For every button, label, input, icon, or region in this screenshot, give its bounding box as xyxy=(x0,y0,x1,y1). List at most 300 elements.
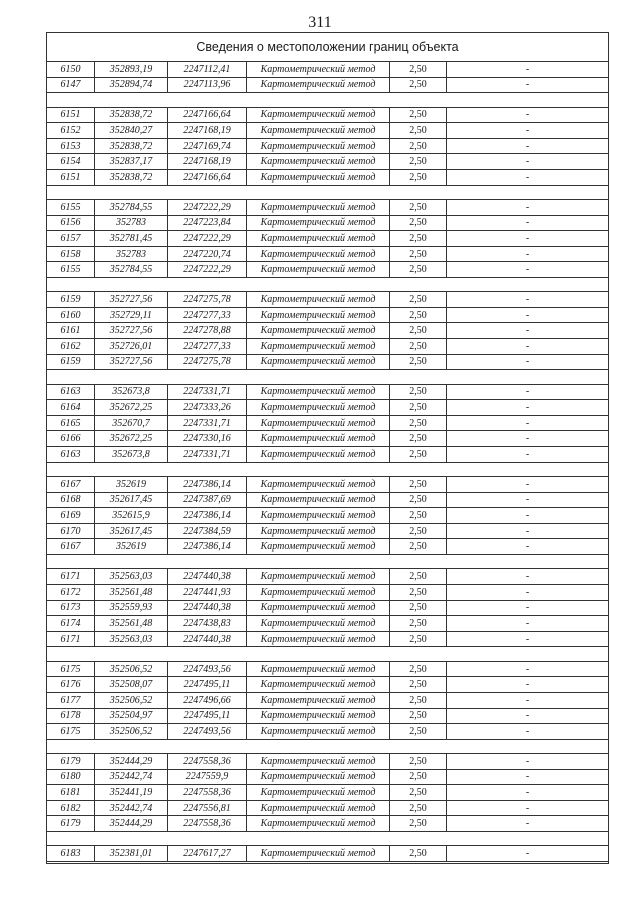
x-coordinate-cell: 352563,03 xyxy=(95,631,168,647)
x-coordinate-cell: 352838,72 xyxy=(95,138,168,154)
method-cell: Картометрический метод xyxy=(247,508,390,524)
x-coordinate-cell: 352783 xyxy=(95,215,168,231)
y-coordinate-cell: 2247223,84 xyxy=(168,215,247,231)
description-cell: - xyxy=(447,123,609,139)
x-coordinate-cell: 352561,48 xyxy=(95,584,168,600)
point-number-cell: 6176 xyxy=(47,677,95,693)
coordinates-table-body xyxy=(47,62,608,862)
description-cell: - xyxy=(447,107,609,123)
table-row xyxy=(47,508,608,524)
separator-cell xyxy=(47,462,608,476)
description-cell: - xyxy=(447,600,609,616)
accuracy-cell: 2,50 xyxy=(390,800,447,816)
x-coordinate-cell: 352506,52 xyxy=(95,724,168,740)
x-coordinate-cell: 352444,29 xyxy=(95,754,168,770)
x-coordinate-cell: 352726,01 xyxy=(95,339,168,355)
description-cell: - xyxy=(447,354,609,370)
coordinates-table xyxy=(47,62,608,862)
y-coordinate-cell: 2247330,16 xyxy=(168,431,247,447)
table-row xyxy=(47,77,608,93)
x-coordinate-cell: 352381,01 xyxy=(95,846,168,862)
x-coordinate-cell: 352563,03 xyxy=(95,569,168,585)
point-number-cell: 6163 xyxy=(47,384,95,400)
description-cell: - xyxy=(447,631,609,647)
accuracy-cell: 2,50 xyxy=(390,415,447,431)
y-coordinate-cell: 2247112,41 xyxy=(168,62,247,77)
separator-cell xyxy=(47,93,608,107)
method-cell: Картометрический метод xyxy=(247,769,390,785)
x-coordinate-cell: 352444,29 xyxy=(95,816,168,832)
point-number-cell: 6150 xyxy=(47,62,95,77)
point-number-cell: 6155 xyxy=(47,199,95,215)
method-cell: Картометрический метод xyxy=(247,77,390,93)
point-number-cell: 6179 xyxy=(47,816,95,832)
method-cell: Картометрический метод xyxy=(247,523,390,539)
accuracy-cell: 2,50 xyxy=(390,616,447,632)
x-coordinate-cell: 352619 xyxy=(95,539,168,555)
accuracy-cell: 2,50 xyxy=(390,154,447,170)
accuracy-cell: 2,50 xyxy=(390,400,447,416)
accuracy-cell: 2,50 xyxy=(390,769,447,785)
table-row xyxy=(47,677,608,693)
point-number-cell: 6175 xyxy=(47,724,95,740)
point-number-cell: 6165 xyxy=(47,415,95,431)
group-separator xyxy=(47,832,608,846)
accuracy-cell: 2,50 xyxy=(390,354,447,370)
y-coordinate-cell: 2247113,96 xyxy=(168,77,247,93)
point-number-cell: 6171 xyxy=(47,631,95,647)
boundary-table xyxy=(46,32,609,864)
x-coordinate-cell: 352442,74 xyxy=(95,769,168,785)
x-coordinate-cell: 352727,56 xyxy=(95,323,168,339)
accuracy-cell: 2,50 xyxy=(390,816,447,832)
x-coordinate-cell: 352837,17 xyxy=(95,154,168,170)
method-cell: Картометрический метод xyxy=(247,323,390,339)
method-cell: Картометрический метод xyxy=(247,107,390,123)
accuracy-cell: 2,50 xyxy=(390,77,447,93)
description-cell: - xyxy=(447,77,609,93)
table-row xyxy=(47,492,608,508)
description-cell: - xyxy=(447,384,609,400)
point-number-cell: 6172 xyxy=(47,584,95,600)
description-cell: - xyxy=(447,292,609,308)
separator-cell xyxy=(47,739,608,753)
y-coordinate-cell: 2247559,9 xyxy=(168,769,247,785)
accuracy-cell: 2,50 xyxy=(390,447,447,463)
point-number-cell: 6168 xyxy=(47,492,95,508)
x-coordinate-cell: 352619 xyxy=(95,477,168,493)
x-coordinate-cell: 352504,97 xyxy=(95,708,168,724)
point-number-cell: 6179 xyxy=(47,754,95,770)
description-cell: - xyxy=(447,262,609,278)
y-coordinate-cell: 2247496,66 xyxy=(168,692,247,708)
group-separator xyxy=(47,647,608,661)
point-number-cell: 6178 xyxy=(47,708,95,724)
y-coordinate-cell: 2247495,11 xyxy=(168,677,247,693)
table-row xyxy=(47,138,608,154)
point-number-cell: 6166 xyxy=(47,431,95,447)
y-coordinate-cell: 2247440,38 xyxy=(168,569,247,585)
x-coordinate-cell: 352617,45 xyxy=(95,523,168,539)
y-coordinate-cell: 2247166,64 xyxy=(168,169,247,185)
description-cell: - xyxy=(447,584,609,600)
point-number-cell: 6156 xyxy=(47,215,95,231)
method-cell: Картометрический метод xyxy=(247,384,390,400)
accuracy-cell: 2,50 xyxy=(390,307,447,323)
y-coordinate-cell: 2247558,36 xyxy=(168,816,247,832)
y-coordinate-cell: 2247441,93 xyxy=(168,584,247,600)
table-row xyxy=(47,477,608,493)
method-cell: Картометрический метод xyxy=(247,477,390,493)
accuracy-cell: 2,50 xyxy=(390,600,447,616)
x-coordinate-cell: 352783 xyxy=(95,246,168,262)
table-row xyxy=(47,584,608,600)
description-cell: - xyxy=(447,154,609,170)
table-row xyxy=(47,785,608,801)
x-coordinate-cell: 352781,45 xyxy=(95,231,168,247)
accuracy-cell: 2,50 xyxy=(390,292,447,308)
accuracy-cell: 2,50 xyxy=(390,323,447,339)
table-row xyxy=(47,215,608,231)
group-separator xyxy=(47,462,608,476)
accuracy-cell: 2,50 xyxy=(390,123,447,139)
point-number-cell: 6153 xyxy=(47,138,95,154)
x-coordinate-cell: 352729,11 xyxy=(95,307,168,323)
accuracy-cell: 2,50 xyxy=(390,508,447,524)
x-coordinate-cell: 352838,72 xyxy=(95,169,168,185)
method-cell: Картометрический метод xyxy=(247,447,390,463)
y-coordinate-cell: 2247387,69 xyxy=(168,492,247,508)
description-cell: - xyxy=(447,431,609,447)
y-coordinate-cell: 2247440,38 xyxy=(168,600,247,616)
x-coordinate-cell: 352838,72 xyxy=(95,107,168,123)
y-coordinate-cell: 2247558,36 xyxy=(168,785,247,801)
group-separator xyxy=(47,185,608,199)
table-row xyxy=(47,661,608,677)
point-number-cell: 6175 xyxy=(47,661,95,677)
table-row xyxy=(47,262,608,278)
table-row xyxy=(47,231,608,247)
method-cell: Картометрический метод xyxy=(247,169,390,185)
table-row xyxy=(47,692,608,708)
point-number-cell: 6177 xyxy=(47,692,95,708)
description-cell: - xyxy=(447,323,609,339)
accuracy-cell: 2,50 xyxy=(390,231,447,247)
description-cell: - xyxy=(447,339,609,355)
table-row xyxy=(47,846,608,862)
description-cell: - xyxy=(447,800,609,816)
y-coordinate-cell: 2247222,29 xyxy=(168,262,247,278)
point-number-cell: 6151 xyxy=(47,169,95,185)
description-cell: - xyxy=(447,754,609,770)
table-row xyxy=(47,539,608,555)
description-cell: - xyxy=(447,677,609,693)
group-separator xyxy=(47,739,608,753)
description-cell: - xyxy=(447,724,609,740)
table-row xyxy=(47,292,608,308)
y-coordinate-cell: 2247222,29 xyxy=(168,231,247,247)
description-cell: - xyxy=(447,816,609,832)
point-number-cell: 6174 xyxy=(47,616,95,632)
description-cell: - xyxy=(447,769,609,785)
x-coordinate-cell: 352784,55 xyxy=(95,199,168,215)
table-row xyxy=(47,800,608,816)
point-number-cell: 6159 xyxy=(47,354,95,370)
x-coordinate-cell: 352506,52 xyxy=(95,661,168,677)
point-number-cell: 6162 xyxy=(47,339,95,355)
method-cell: Картометрический метод xyxy=(247,339,390,355)
point-number-cell: 6154 xyxy=(47,154,95,170)
table-row xyxy=(47,569,608,585)
method-cell: Картометрический метод xyxy=(247,539,390,555)
y-coordinate-cell: 2247493,56 xyxy=(168,724,247,740)
table-row xyxy=(47,447,608,463)
point-number-cell: 6155 xyxy=(47,262,95,278)
description-cell: - xyxy=(447,231,609,247)
table-row xyxy=(47,62,608,77)
x-coordinate-cell: 352442,74 xyxy=(95,800,168,816)
x-coordinate-cell: 352840,27 xyxy=(95,123,168,139)
method-cell: Картометрический метод xyxy=(247,600,390,616)
method-cell: Картометрический метод xyxy=(247,846,390,862)
group-separator xyxy=(47,554,608,568)
table-row xyxy=(47,769,608,785)
y-coordinate-cell: 2247222,29 xyxy=(168,199,247,215)
method-cell: Картометрический метод xyxy=(247,292,390,308)
y-coordinate-cell: 2247493,56 xyxy=(168,661,247,677)
description-cell: - xyxy=(447,661,609,677)
y-coordinate-cell: 2247495,11 xyxy=(168,708,247,724)
table-row xyxy=(47,523,608,539)
x-coordinate-cell: 352673,8 xyxy=(95,384,168,400)
method-cell: Картометрический метод xyxy=(247,708,390,724)
y-coordinate-cell: 2247558,36 xyxy=(168,754,247,770)
point-number-cell: 6167 xyxy=(47,477,95,493)
table-row xyxy=(47,246,608,262)
description-cell: - xyxy=(447,616,609,632)
method-cell: Картометрический метод xyxy=(247,785,390,801)
description-cell: - xyxy=(447,785,609,801)
description-cell: - xyxy=(447,400,609,416)
point-number-cell: 6169 xyxy=(47,508,95,524)
x-coordinate-cell: 352893,19 xyxy=(95,62,168,77)
table-title: Сведения о местоположении границ объекта xyxy=(47,33,608,62)
y-coordinate-cell: 2247277,33 xyxy=(168,307,247,323)
method-cell: Картометрический метод xyxy=(247,231,390,247)
y-coordinate-cell: 2247438,83 xyxy=(168,616,247,632)
x-coordinate-cell: 352672,25 xyxy=(95,431,168,447)
point-number-cell: 6147 xyxy=(47,77,95,93)
method-cell: Картометрический метод xyxy=(247,354,390,370)
group-separator xyxy=(47,93,608,107)
accuracy-cell: 2,50 xyxy=(390,262,447,278)
table-row xyxy=(47,154,608,170)
point-number-cell: 6180 xyxy=(47,769,95,785)
accuracy-cell: 2,50 xyxy=(390,724,447,740)
description-cell: - xyxy=(447,692,609,708)
description-cell: - xyxy=(447,523,609,539)
x-coordinate-cell: 352506,52 xyxy=(95,692,168,708)
y-coordinate-cell: 2247440,38 xyxy=(168,631,247,647)
table-row xyxy=(47,754,608,770)
group-separator xyxy=(47,370,608,384)
group-separator xyxy=(47,277,608,291)
separator-cell xyxy=(47,185,608,199)
description-cell: - xyxy=(447,246,609,262)
point-number-cell: 6173 xyxy=(47,600,95,616)
y-coordinate-cell: 2247333,26 xyxy=(168,400,247,416)
method-cell: Картометрический метод xyxy=(247,199,390,215)
accuracy-cell: 2,50 xyxy=(390,431,447,447)
x-coordinate-cell: 352508,07 xyxy=(95,677,168,693)
y-coordinate-cell: 2247166,64 xyxy=(168,107,247,123)
y-coordinate-cell: 2247617,27 xyxy=(168,846,247,862)
method-cell: Картометрический метод xyxy=(247,415,390,431)
accuracy-cell: 2,50 xyxy=(390,584,447,600)
point-number-cell: 6157 xyxy=(47,231,95,247)
y-coordinate-cell: 2247556,81 xyxy=(168,800,247,816)
table-row xyxy=(47,616,608,632)
point-number-cell: 6160 xyxy=(47,307,95,323)
table-row xyxy=(47,384,608,400)
method-cell: Картометрический метод xyxy=(247,631,390,647)
accuracy-cell: 2,50 xyxy=(390,569,447,585)
point-number-cell: 6159 xyxy=(47,292,95,308)
description-cell: - xyxy=(447,492,609,508)
description-cell: - xyxy=(447,215,609,231)
description-cell: - xyxy=(447,415,609,431)
description-cell: - xyxy=(447,138,609,154)
y-coordinate-cell: 2247331,71 xyxy=(168,447,247,463)
y-coordinate-cell: 2247331,71 xyxy=(168,415,247,431)
y-coordinate-cell: 2247386,14 xyxy=(168,508,247,524)
accuracy-cell: 2,50 xyxy=(390,661,447,677)
accuracy-cell: 2,50 xyxy=(390,846,447,862)
method-cell: Картометрический метод xyxy=(247,215,390,231)
point-number-cell: 6164 xyxy=(47,400,95,416)
table-row xyxy=(47,816,608,832)
table-row xyxy=(47,631,608,647)
table-row xyxy=(47,169,608,185)
separator-cell xyxy=(47,647,608,661)
accuracy-cell: 2,50 xyxy=(390,692,447,708)
table-row xyxy=(47,708,608,724)
method-cell: Картометрический метод xyxy=(247,616,390,632)
accuracy-cell: 2,50 xyxy=(390,677,447,693)
accuracy-cell: 2,50 xyxy=(390,384,447,400)
x-coordinate-cell: 352672,25 xyxy=(95,400,168,416)
method-cell: Картометрический метод xyxy=(247,138,390,154)
description-cell: - xyxy=(447,477,609,493)
y-coordinate-cell: 2247275,78 xyxy=(168,354,247,370)
point-number-cell: 6182 xyxy=(47,800,95,816)
y-coordinate-cell: 2247278,88 xyxy=(168,323,247,339)
accuracy-cell: 2,50 xyxy=(390,754,447,770)
point-number-cell: 6152 xyxy=(47,123,95,139)
accuracy-cell: 2,50 xyxy=(390,62,447,77)
description-cell: - xyxy=(447,569,609,585)
table-row xyxy=(47,107,608,123)
method-cell: Картометрический метод xyxy=(247,262,390,278)
separator-cell xyxy=(47,277,608,291)
table-row xyxy=(47,431,608,447)
x-coordinate-cell: 352894,74 xyxy=(95,77,168,93)
description-cell: - xyxy=(447,508,609,524)
accuracy-cell: 2,50 xyxy=(390,246,447,262)
y-coordinate-cell: 2247220,74 xyxy=(168,246,247,262)
y-coordinate-cell: 2247386,14 xyxy=(168,539,247,555)
description-cell: - xyxy=(447,307,609,323)
accuracy-cell: 2,50 xyxy=(390,492,447,508)
point-number-cell: 6167 xyxy=(47,539,95,555)
page-number: 311 xyxy=(308,14,332,31)
point-number-cell: 6161 xyxy=(47,323,95,339)
accuracy-cell: 2,50 xyxy=(390,215,447,231)
separator-cell xyxy=(47,832,608,846)
method-cell: Картометрический метод xyxy=(247,62,390,77)
accuracy-cell: 2,50 xyxy=(390,199,447,215)
y-coordinate-cell: 2247331,71 xyxy=(168,384,247,400)
table-row xyxy=(47,307,608,323)
description-cell: - xyxy=(447,708,609,724)
y-coordinate-cell: 2247386,14 xyxy=(168,477,247,493)
x-coordinate-cell: 352784,55 xyxy=(95,262,168,278)
x-coordinate-cell: 352727,56 xyxy=(95,292,168,308)
method-cell: Картометрический метод xyxy=(247,400,390,416)
x-coordinate-cell: 352615,9 xyxy=(95,508,168,524)
method-cell: Картометрический метод xyxy=(247,246,390,262)
y-coordinate-cell: 2247169,74 xyxy=(168,138,247,154)
description-cell: - xyxy=(447,846,609,862)
x-coordinate-cell: 352727,56 xyxy=(95,354,168,370)
x-coordinate-cell: 352673,8 xyxy=(95,447,168,463)
description-cell: - xyxy=(447,447,609,463)
point-number-cell: 6183 xyxy=(47,846,95,862)
accuracy-cell: 2,50 xyxy=(390,169,447,185)
accuracy-cell: 2,50 xyxy=(390,708,447,724)
table-row xyxy=(47,123,608,139)
method-cell: Картометрический метод xyxy=(247,816,390,832)
table-row xyxy=(47,354,608,370)
table-row xyxy=(47,339,608,355)
x-coordinate-cell: 352441,19 xyxy=(95,785,168,801)
description-cell: - xyxy=(447,539,609,555)
separator-cell xyxy=(47,554,608,568)
table-row xyxy=(47,199,608,215)
method-cell: Картометрический метод xyxy=(247,677,390,693)
x-coordinate-cell: 352561,48 xyxy=(95,616,168,632)
x-coordinate-cell: 352617,45 xyxy=(95,492,168,508)
table-row xyxy=(47,400,608,416)
separator-cell xyxy=(47,370,608,384)
method-cell: Картометрический метод xyxy=(247,431,390,447)
table-row xyxy=(47,415,608,431)
description-cell: - xyxy=(447,199,609,215)
accuracy-cell: 2,50 xyxy=(390,107,447,123)
x-coordinate-cell: 352670,7 xyxy=(95,415,168,431)
y-coordinate-cell: 2247384,59 xyxy=(168,523,247,539)
method-cell: Картометрический метод xyxy=(247,154,390,170)
table-row xyxy=(47,323,608,339)
accuracy-cell: 2,50 xyxy=(390,339,447,355)
method-cell: Картометрический метод xyxy=(247,754,390,770)
table-row xyxy=(47,600,608,616)
method-cell: Картометрический метод xyxy=(247,123,390,139)
accuracy-cell: 2,50 xyxy=(390,785,447,801)
table-row xyxy=(47,724,608,740)
point-number-cell: 6171 xyxy=(47,569,95,585)
point-number-cell: 6158 xyxy=(47,246,95,262)
